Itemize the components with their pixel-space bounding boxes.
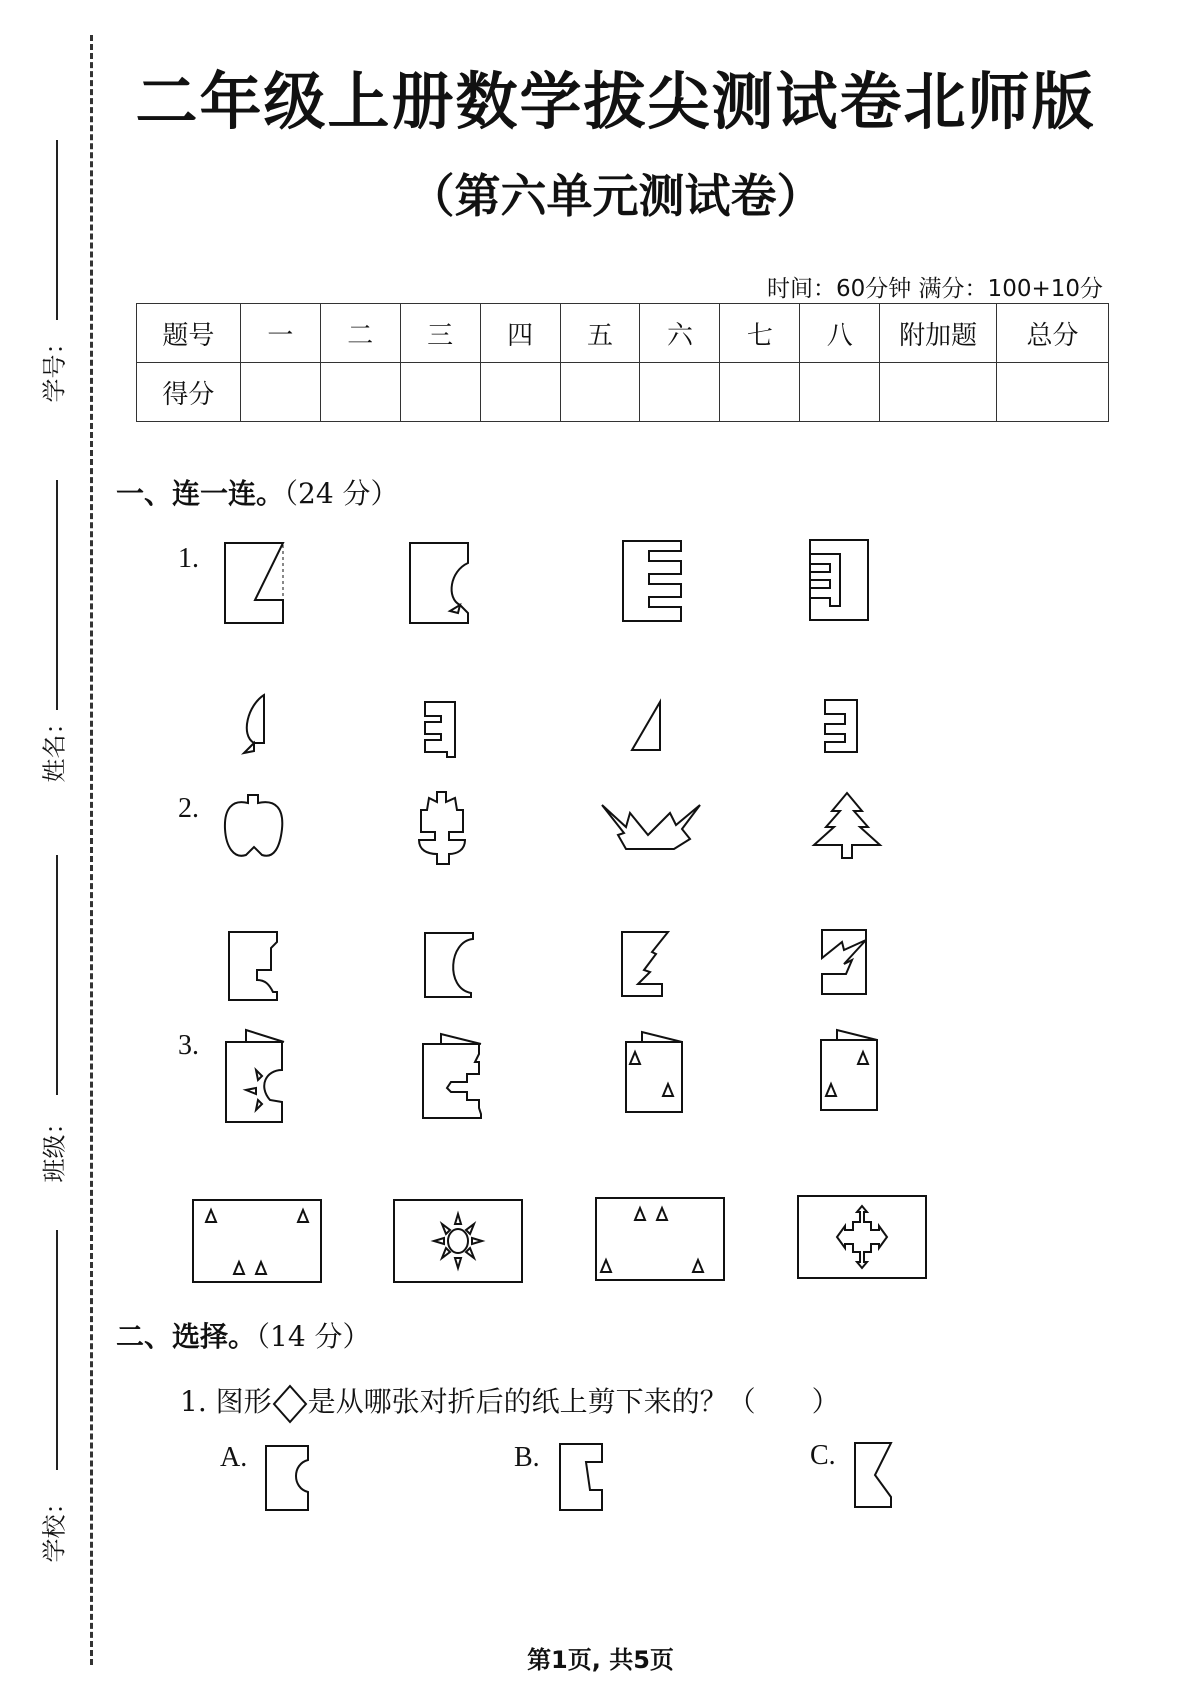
row-label: 得分 bbox=[137, 363, 241, 422]
section1-title: 一、连一连。 bbox=[116, 477, 285, 510]
header-cell: 四 bbox=[480, 304, 560, 363]
question-1 bbox=[180, 1380, 840, 1424]
option-a-shape bbox=[266, 1446, 310, 1510]
score-table-row bbox=[137, 363, 1109, 422]
triangle-shape bbox=[632, 702, 662, 752]
score-cell[interactable] bbox=[880, 363, 997, 422]
option-c-shape bbox=[855, 1443, 895, 1507]
option-b-shape bbox=[560, 1444, 604, 1510]
folded-paper-lightning-cut bbox=[822, 930, 870, 994]
folded-paper-comb-cut bbox=[623, 541, 683, 623]
score-cell[interactable] bbox=[997, 363, 1109, 422]
section2-points: （14 分） bbox=[256, 1320, 371, 1353]
folded-paper-castle-cut bbox=[229, 932, 281, 1000]
option-c[interactable]: C. bbox=[810, 1440, 836, 1471]
header-cell: 八 bbox=[800, 304, 880, 363]
item-number: 3. bbox=[178, 1030, 199, 1061]
hook-shape bbox=[425, 702, 457, 757]
crown-burst-shape bbox=[602, 805, 702, 853]
score-cell[interactable] bbox=[720, 363, 800, 422]
score-table bbox=[136, 303, 1109, 422]
score-cell[interactable] bbox=[480, 363, 560, 422]
header-cell: 二 bbox=[320, 304, 400, 363]
binding-dashed-line bbox=[90, 35, 93, 1665]
folded-paper-triangle-cut bbox=[225, 543, 285, 623]
score-cell[interactable] bbox=[320, 363, 400, 422]
unfolded-cross-arrows bbox=[798, 1196, 926, 1278]
section1-heading bbox=[116, 472, 399, 512]
unfolded-four-triangles bbox=[193, 1200, 321, 1282]
unfolded-four-triangles-alt bbox=[596, 1198, 724, 1280]
folded-card-two-triangles-alt bbox=[821, 1030, 881, 1110]
comb-shape bbox=[825, 700, 859, 752]
folded-card-two-triangles bbox=[626, 1032, 686, 1112]
page-title: 二年级上册数学拔尖测试卷北师版 bbox=[135, 65, 1096, 138]
diamond-figure bbox=[272, 1384, 308, 1424]
score-cell[interactable] bbox=[560, 363, 640, 422]
section2-title: 二、选择。 bbox=[116, 1320, 257, 1353]
header-cell: 题号 bbox=[137, 304, 241, 363]
pine-tree-shape bbox=[812, 793, 882, 858]
apple-shape bbox=[224, 795, 284, 860]
name-label: 姓名： bbox=[40, 710, 69, 783]
header-cell: 七 bbox=[720, 304, 800, 363]
folded-card-sun-cut bbox=[226, 1030, 286, 1122]
header-cell: 一 bbox=[240, 304, 320, 363]
exam-meta: 时间：60分钟 满分：100+10分 bbox=[766, 276, 1103, 302]
item-number: 2. bbox=[178, 793, 199, 824]
header-cell: 总分 bbox=[997, 304, 1109, 363]
class-line bbox=[56, 855, 58, 1095]
item-number: 1. bbox=[178, 543, 199, 574]
score-table-header bbox=[137, 304, 1109, 363]
folded-paper-hook-cut bbox=[810, 540, 870, 622]
school-label: 学校： bbox=[40, 1490, 69, 1563]
section1-points: （24 分） bbox=[284, 477, 399, 510]
class-label: 班级： bbox=[40, 1110, 69, 1183]
school-line bbox=[56, 1230, 58, 1470]
header-cell: 三 bbox=[400, 304, 480, 363]
folded-card-cross-cut bbox=[423, 1034, 485, 1118]
score-cell[interactable] bbox=[400, 363, 480, 422]
unfolded-sun bbox=[394, 1200, 522, 1282]
student-id-label: 学号： bbox=[40, 330, 69, 403]
header-cell: 五 bbox=[560, 304, 640, 363]
section2-heading bbox=[116, 1315, 371, 1355]
score-cell[interactable] bbox=[800, 363, 880, 422]
question-prefix: 1. 图形 bbox=[180, 1385, 272, 1418]
flower-pot-shape bbox=[413, 792, 471, 864]
page-footer: 第1页, 共5页 bbox=[527, 1646, 674, 1674]
option-b[interactable]: B. bbox=[514, 1442, 540, 1473]
score-cell[interactable] bbox=[240, 363, 320, 422]
header-cell: 六 bbox=[640, 304, 720, 363]
folded-paper-zigzag-cut bbox=[622, 932, 674, 998]
name-line bbox=[56, 480, 58, 710]
folded-paper-arc-cut bbox=[425, 933, 477, 999]
header-cell: 附加题 bbox=[880, 304, 997, 363]
page-subtitle: （第六单元测试卷） bbox=[408, 169, 823, 223]
question-suffix: 是从哪张对折后的纸上剪下来的？（ ） bbox=[307, 1385, 840, 1418]
option-a[interactable]: A. bbox=[220, 1442, 248, 1473]
folded-paper-leaf-cut bbox=[410, 543, 470, 623]
half-leaf-shape bbox=[240, 695, 270, 765]
score-cell[interactable] bbox=[640, 363, 720, 422]
